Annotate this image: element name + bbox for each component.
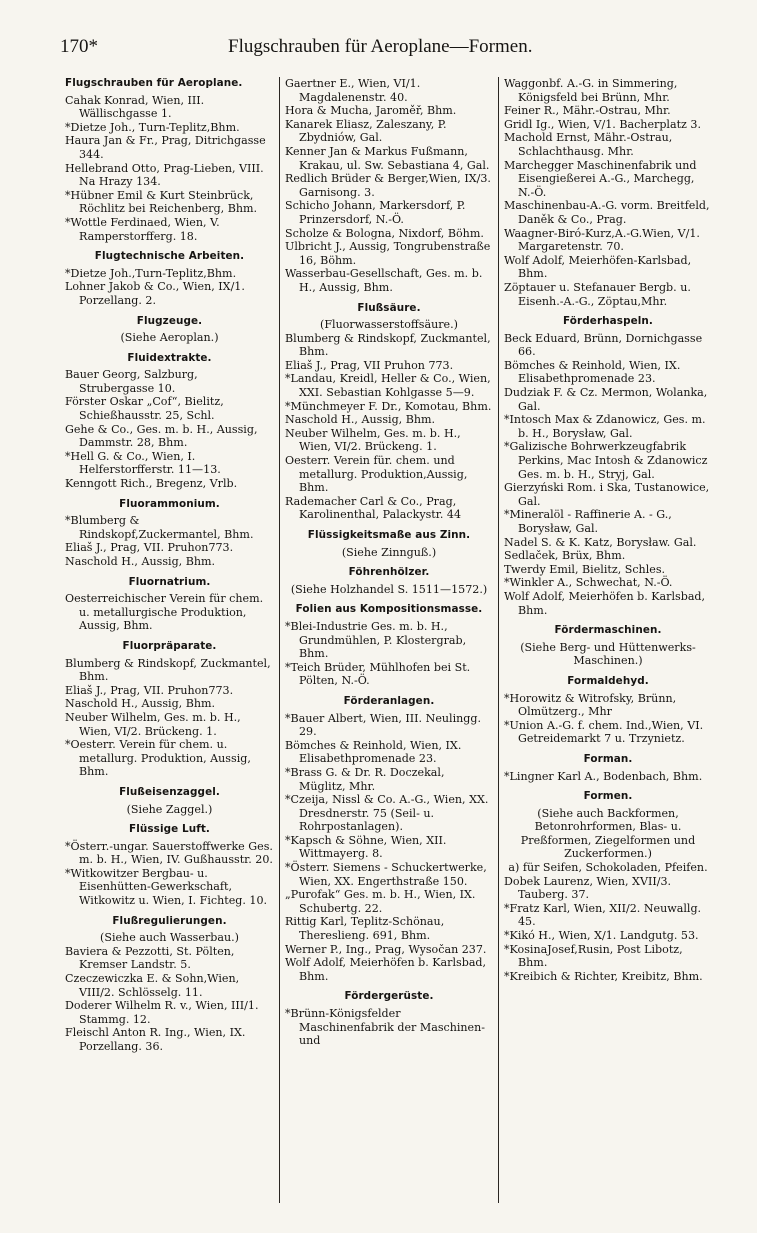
section-heading: Flugschrauben für Aeroplane.: [65, 77, 243, 89]
column-3: [498, 77, 717, 1203]
section-heading: Flußsäure.: [357, 301, 421, 314]
directory-entry: Gehe & Co., Ges. m. b. H., Aussig, Dammstr. 28, Bhm.: [65, 422, 258, 450]
section-heading: Flußeisenzaggel.: [119, 785, 220, 798]
running-title: Flugschrauben für Aeroplane—Formen.: [228, 36, 533, 57]
cross-reference: (Fluorwasserstoffsäure.): [320, 318, 458, 332]
directory-entry: *Union A.-G. f. chem. Ind.,Wien, VI. Getreidemarkt 7 u. Trzynietz.: [504, 718, 704, 746]
directory-entry: Waagner-Biró-Kurz,A.-G.Wien, V/1. Margaretenstr. 70.: [504, 226, 700, 254]
directory-entry: *Brass G. & Dr. R. Doczekal, Müglitz, Mhr.: [285, 765, 445, 793]
directory-entry: *Kapsch & Söhne, Wien, XII. Wittmayerg. 8.: [285, 833, 447, 861]
section-heading: Fluornatrium.: [128, 575, 211, 588]
directory-entry: Gierzyński Rom. i Ska, Tustanowice, Gal.: [504, 481, 710, 508]
directory-entry: Waggonbf. A.-G. in Simmering, Königsfeld bei Brünn, Mhr.: [504, 77, 678, 104]
cross-reference: (Siehe Zaggel.): [126, 802, 213, 816]
column-2: [279, 77, 498, 1203]
directory-entry: *Mineralöl - Raffinerie A. - G., Borysław, Gal.: [504, 508, 672, 535]
directory-entry: Kenngott Rich., Bregenz, Vrlb.: [65, 477, 238, 491]
directory-entry: *Oesterr. Verein für chem. u. metallurg. Produktion, Aussig, Bhm.: [65, 738, 251, 779]
directory-entry: *Landau, Kreidl, Heller & Co., Wien, XXI. Sebastian Kohlgasse 5—9.: [285, 372, 491, 400]
directory-entry: Baviera & Pezzotti, St. Pölten, Kremser Landstr. 5.: [65, 944, 235, 972]
page-header: [60, 36, 717, 66]
section-heading: Flugzeuge.: [136, 314, 203, 327]
section-heading: Flußregulierungen.: [112, 914, 227, 927]
directory-entry: Naschold H., Aussig, Bhm.: [285, 413, 436, 427]
directory-entry: Bömches & Reinhold, Wien, IX. Elisabethpromenade 23.: [285, 738, 462, 766]
cross-reference: (Siehe Aeroplan.): [120, 331, 219, 345]
section-heading: Fluidextrakte.: [127, 351, 212, 364]
directory-entry: *Fratz Karl, Wien, XII/2. Neuwallg. 45.: [504, 901, 702, 929]
section-heading: Fördergerüste.: [344, 990, 434, 1003]
cross-reference: (Siehe auch Wasserbau.): [100, 931, 239, 945]
directory-entry: Beck Eduard, Brünn, Dornichgasse 66.: [504, 331, 703, 359]
directory-entry: „Purofak“ Ges. m. b. H., Wien, IX. Schubertg. 22.: [285, 888, 476, 915]
directory-entry: *Hell G. & Co., Wien, I. Helferstorfferstr. 11—13.: [65, 449, 221, 477]
directory-entry: Nadel S. & K. Katz, Borysław. Gal.: [504, 535, 697, 549]
directory-entry: Marchegger Maschinenfabrik und Eisengießerei A.-G., Marchegg, N.-Ö.: [504, 158, 697, 199]
directory-entry: *Galizische Bohrwerkzeugfabrik Perkins, Mac Intosh & Zdanowicz Ges. m. b. H., Stryj, Gal.: [504, 440, 708, 481]
directory-entry: Zöptauer u. Stefanauer Bergb. u. Eisenh.-A.-G., Zöptau,Mhr.: [504, 280, 691, 308]
section-heading: Forman.: [583, 752, 633, 765]
directory-entry: Scholze & Bologna, Nixdorf, Böhm.: [285, 226, 484, 240]
directory-entry: *Dietze Joh.,Turn-Teplitz,Bhm.: [65, 266, 237, 280]
section-heading: Förderhaspeln.: [563, 315, 653, 328]
directory-entry: Wolf Adolf, Meierhöfen-Karlsbad, Bhm.: [504, 253, 692, 281]
directory-entry: Dobek Laurenz, Wien, XVII/3. Tauberg. 37.: [504, 874, 672, 902]
directory-entry: Werner P., Ing., Prag, Wysočan 237.: [285, 942, 487, 956]
directory-entry: *Blei-Industrie Ges. m. b. H., Grundmühlen, P. Klostergrab, Bhm.: [285, 619, 467, 661]
directory-entry: *Dietze Joh., Turn-Teplitz,Bhm.: [65, 120, 240, 134]
directory-entry: Wolf Adolf, Meierhöfen b. Karlsbad, Bhm.: [504, 589, 706, 617]
directory-entry: Eliaš J., Prag, VII. Pruhon773.: [65, 541, 234, 555]
section-heading: Flüssigkeitsmaße aus Zinn.: [307, 529, 471, 541]
directory-entry: Ulbricht J., Aussig, Tongrubenstraße 16, Böhm.: [285, 240, 491, 267]
directory-entry: Kanarek Eliasz, Zaleszany, P. Zbydniów, Gal.: [285, 117, 447, 145]
section-heading: Formaldehyd.: [567, 674, 649, 687]
section-heading: Fördermaschinen.: [554, 624, 662, 637]
directory-entry: *Brünn-Königsfelder Maschinenfabrik der Maschinen- und: [285, 1007, 486, 1048]
directory-entry: Blumberg & Rindskopf, Zuckmantel, Bhm.: [65, 656, 271, 684]
directory-entry: *Czeija, Nissl & Co. A.-G., Wien, XX. Dresdnerstr. 75 (Seil- u. Rohrpostanlagen).: [285, 793, 489, 834]
column-1: [60, 77, 279, 1203]
directory-entry: *Horowitz & Witrofsky, Brünn, Olmützerg., Mhr: [504, 691, 677, 719]
directory-entry: Fleischl Anton R. Ing., Wien, IX. Porzellang. 36.: [65, 1026, 246, 1053]
directory-entry: *Intosch Max & Zdanowicz, Ges. m. b. H., Borysław, Gal.: [504, 413, 706, 440]
directory-entry: Blumberg & Rindskopf, Zuckmantel, Bhm.: [285, 331, 491, 359]
section-heading: Förderanlagen.: [343, 694, 435, 707]
cross-reference: a) für Seifen, Schokoladen, Pfeifen.: [508, 861, 708, 875]
directory-entry: Förster Oskar „Cof“, Bielitz, Schießhausstr. 25, Schl.: [65, 395, 224, 423]
directory-entry: Eliaš J., Prag, VII Pruhon 773.: [285, 358, 454, 372]
directory-entry: Redlich Brüder & Berger,Wien, IX/3. Garnisong. 3.: [285, 172, 491, 199]
directory-entry: Rademacher Carl & Co., Prag, Karolinenthal, Palackystr. 44: [285, 494, 462, 522]
directory-entry: Oesterreichischer Verein für chem. u. metallurgische Produktion, Aussig, Bhm.: [65, 592, 264, 633]
directory-entry: *Österr.-ungar. Sauerstoffwerke Ges. m. b. H., Wien, IV. Gußhausstr. 20.: [65, 839, 273, 867]
directory-entry: Maschinenbau-A.-G. vorm. Breitfeld, Daněk & Co., Prag.: [504, 199, 710, 226]
directory-entry: *Münchmeyer F. Dr., Komotau, Bhm.: [285, 399, 492, 413]
cross-reference: (Siehe Holzhandel S. 1511—1572.): [290, 582, 488, 596]
directory-entry: *Winkler A., Schwechat, N.-Ö.: [504, 576, 673, 590]
directory-entry: *Kikó H., Wien, X/1. Landgutg. 53.: [504, 929, 699, 943]
directory-entry: Haura Jan & Fr., Prag, Ditrichgasse 344.: [65, 134, 266, 161]
directory-entry: Doderer Wilhelm R. v., Wien, III/1. Stammg. 12.: [65, 999, 259, 1026]
section-heading: Folien aus Kompositionsmasse.: [295, 603, 483, 616]
directory-entry: *Teich Brüder, Mühlhofen bei St. Pölten, N.-Ö.: [285, 660, 471, 688]
directory-entry: *Kreibich & Richter, Kreibitz, Bhm.: [504, 969, 703, 983]
directory-entry: *KosinaJosef,Rusin, Post Libotz, Bhm.: [504, 942, 683, 970]
directory-entry: Neuber Wilhelm, Ges. m. b. H., Wien, VI/2. Brückeng. 1.: [65, 710, 241, 738]
directory-entry: Oesterr. Verein für. chem. und metallurg. Produktion,Aussig, Bhm.: [285, 454, 468, 495]
directory-entry: Gaertner E., Wien, VI/1. Magdalenenstr. 40.: [285, 77, 421, 104]
directory-entry: Feiner R., Mähr.-Ostrau, Mhr.: [504, 104, 671, 118]
section-heading: Flüssige Luft.: [129, 823, 210, 836]
directory-entry: Schicho Johann, Markersdorf, P. Prinzersdorf, N.-Ö.: [285, 199, 466, 226]
directory-columns: [60, 77, 717, 1203]
directory-entry: Rittig Karl, Teplitz-Schönau, Thereslieng. 691, Bhm.: [285, 915, 445, 943]
section-heading: Fluorpräparate.: [122, 639, 217, 652]
cross-reference: (Siehe Berg- und Hüttenwerks-Maschinen.): [520, 640, 696, 668]
directory-entry: Naschold H., Aussig, Bhm.: [65, 555, 216, 568]
directory-entry: *Hübner Emil & Kurt Steinbrück, Röchlitz bei Reichenberg, Bhm.: [65, 188, 258, 216]
directory-entry: *Blumberg & Rindskopf,Zuckermantel, Bhm.: [65, 514, 254, 541]
directory-entry: Cahak Konrad, Wien, III. Wällischgasse 1.: [65, 93, 205, 121]
directory-entry: *Wottle Ferdinaed, Wien, V. Ramperstorfferg. 18.: [65, 215, 220, 243]
directory-entry: *Witkowitzer Bergbau- u. Eisenhütten-Gewerkschaft, Witkowitz u. Wien, I. Fichteg. 10.: [65, 866, 268, 908]
directory-entry: Machold Ernst, Mähr.-Ostrau, Schlachthausg. Mhr.: [504, 131, 673, 158]
directory-entry: Lohner Jakob & Co., Wien, IX/1. Porzellang. 2.: [65, 280, 245, 307]
directory-entry: Sedlaček, Brüx, Bhm.: [504, 549, 626, 563]
directory-entry: *Bauer Albert, Wien, III. Neulingg. 29.: [285, 711, 481, 739]
directory-entry: Neuber Wilhelm, Ges. m. b. H., Wien, VI/2. Brückeng. 1.: [285, 426, 461, 454]
directory-entry: Bömches & Reinhold, Wien, IX. Elisabethpromenade 23.: [504, 358, 681, 386]
section-heading: Formen.: [583, 790, 633, 803]
directory-entry: Hellebrand Otto, Prag-Lieben, VIII. Na Hrazy 134.: [65, 161, 264, 189]
section-heading: Flugtechnische Arbeiten.: [94, 250, 245, 263]
directory-entry: *Österr. Siemens - Schuckertwerke, Wien, XX. Engerthstraße 150.: [285, 861, 487, 888]
directory-entry: Naschold H., Aussig, Bhm.: [65, 697, 216, 711]
cross-reference: (Siehe auch Backformen, Betonrohrformen, Blas- u. Preßformen, Ziegelformen und Zuckerformen.): [520, 806, 696, 861]
page-number: 170*: [60, 36, 98, 57]
directory-entry: Bauer Georg, Salzburg, Strubergasse 10.: [65, 368, 198, 395]
section-heading: Föhrenhölzer.: [348, 566, 430, 579]
directory-entry: Czeczewiczka E. & Sohn,Wien, VIII/2. Schlösselg. 11.: [65, 972, 240, 999]
directory-entry: Wasserbau-Gesellschaft, Ges. m. b. H., Aussig, Bhm.: [285, 267, 483, 294]
directory-entry: Gridl Ig., Wien, V/1. Bacherplatz 3.: [504, 117, 702, 131]
directory-entry: Wolf Adolf, Meierhöfen b. Karlsbad, Bhm.: [285, 956, 487, 983]
directory-entry: Hora & Mucha, Jaroměř, Bhm.: [285, 104, 457, 118]
directory-entry: Dudziak F. & Cz. Mermon, Wolanka, Gal.: [504, 386, 708, 413]
directory-entry: *Lingner Karl A., Bodenbach, Bhm.: [504, 769, 703, 783]
cross-reference: (Siehe Zinnguß.): [341, 545, 437, 559]
directory-entry: Kenner Jan & Markus Fußmann, Krakau, ul. Sw. Sebastiana 4, Gal.: [285, 144, 490, 172]
section-heading: Fluorammonium.: [119, 497, 220, 510]
directory-entry: Eliaš J., Prag, VII. Pruhon773.: [65, 683, 234, 697]
directory-entry: Twerdy Emil, Bielitz, Schles.: [504, 562, 666, 576]
